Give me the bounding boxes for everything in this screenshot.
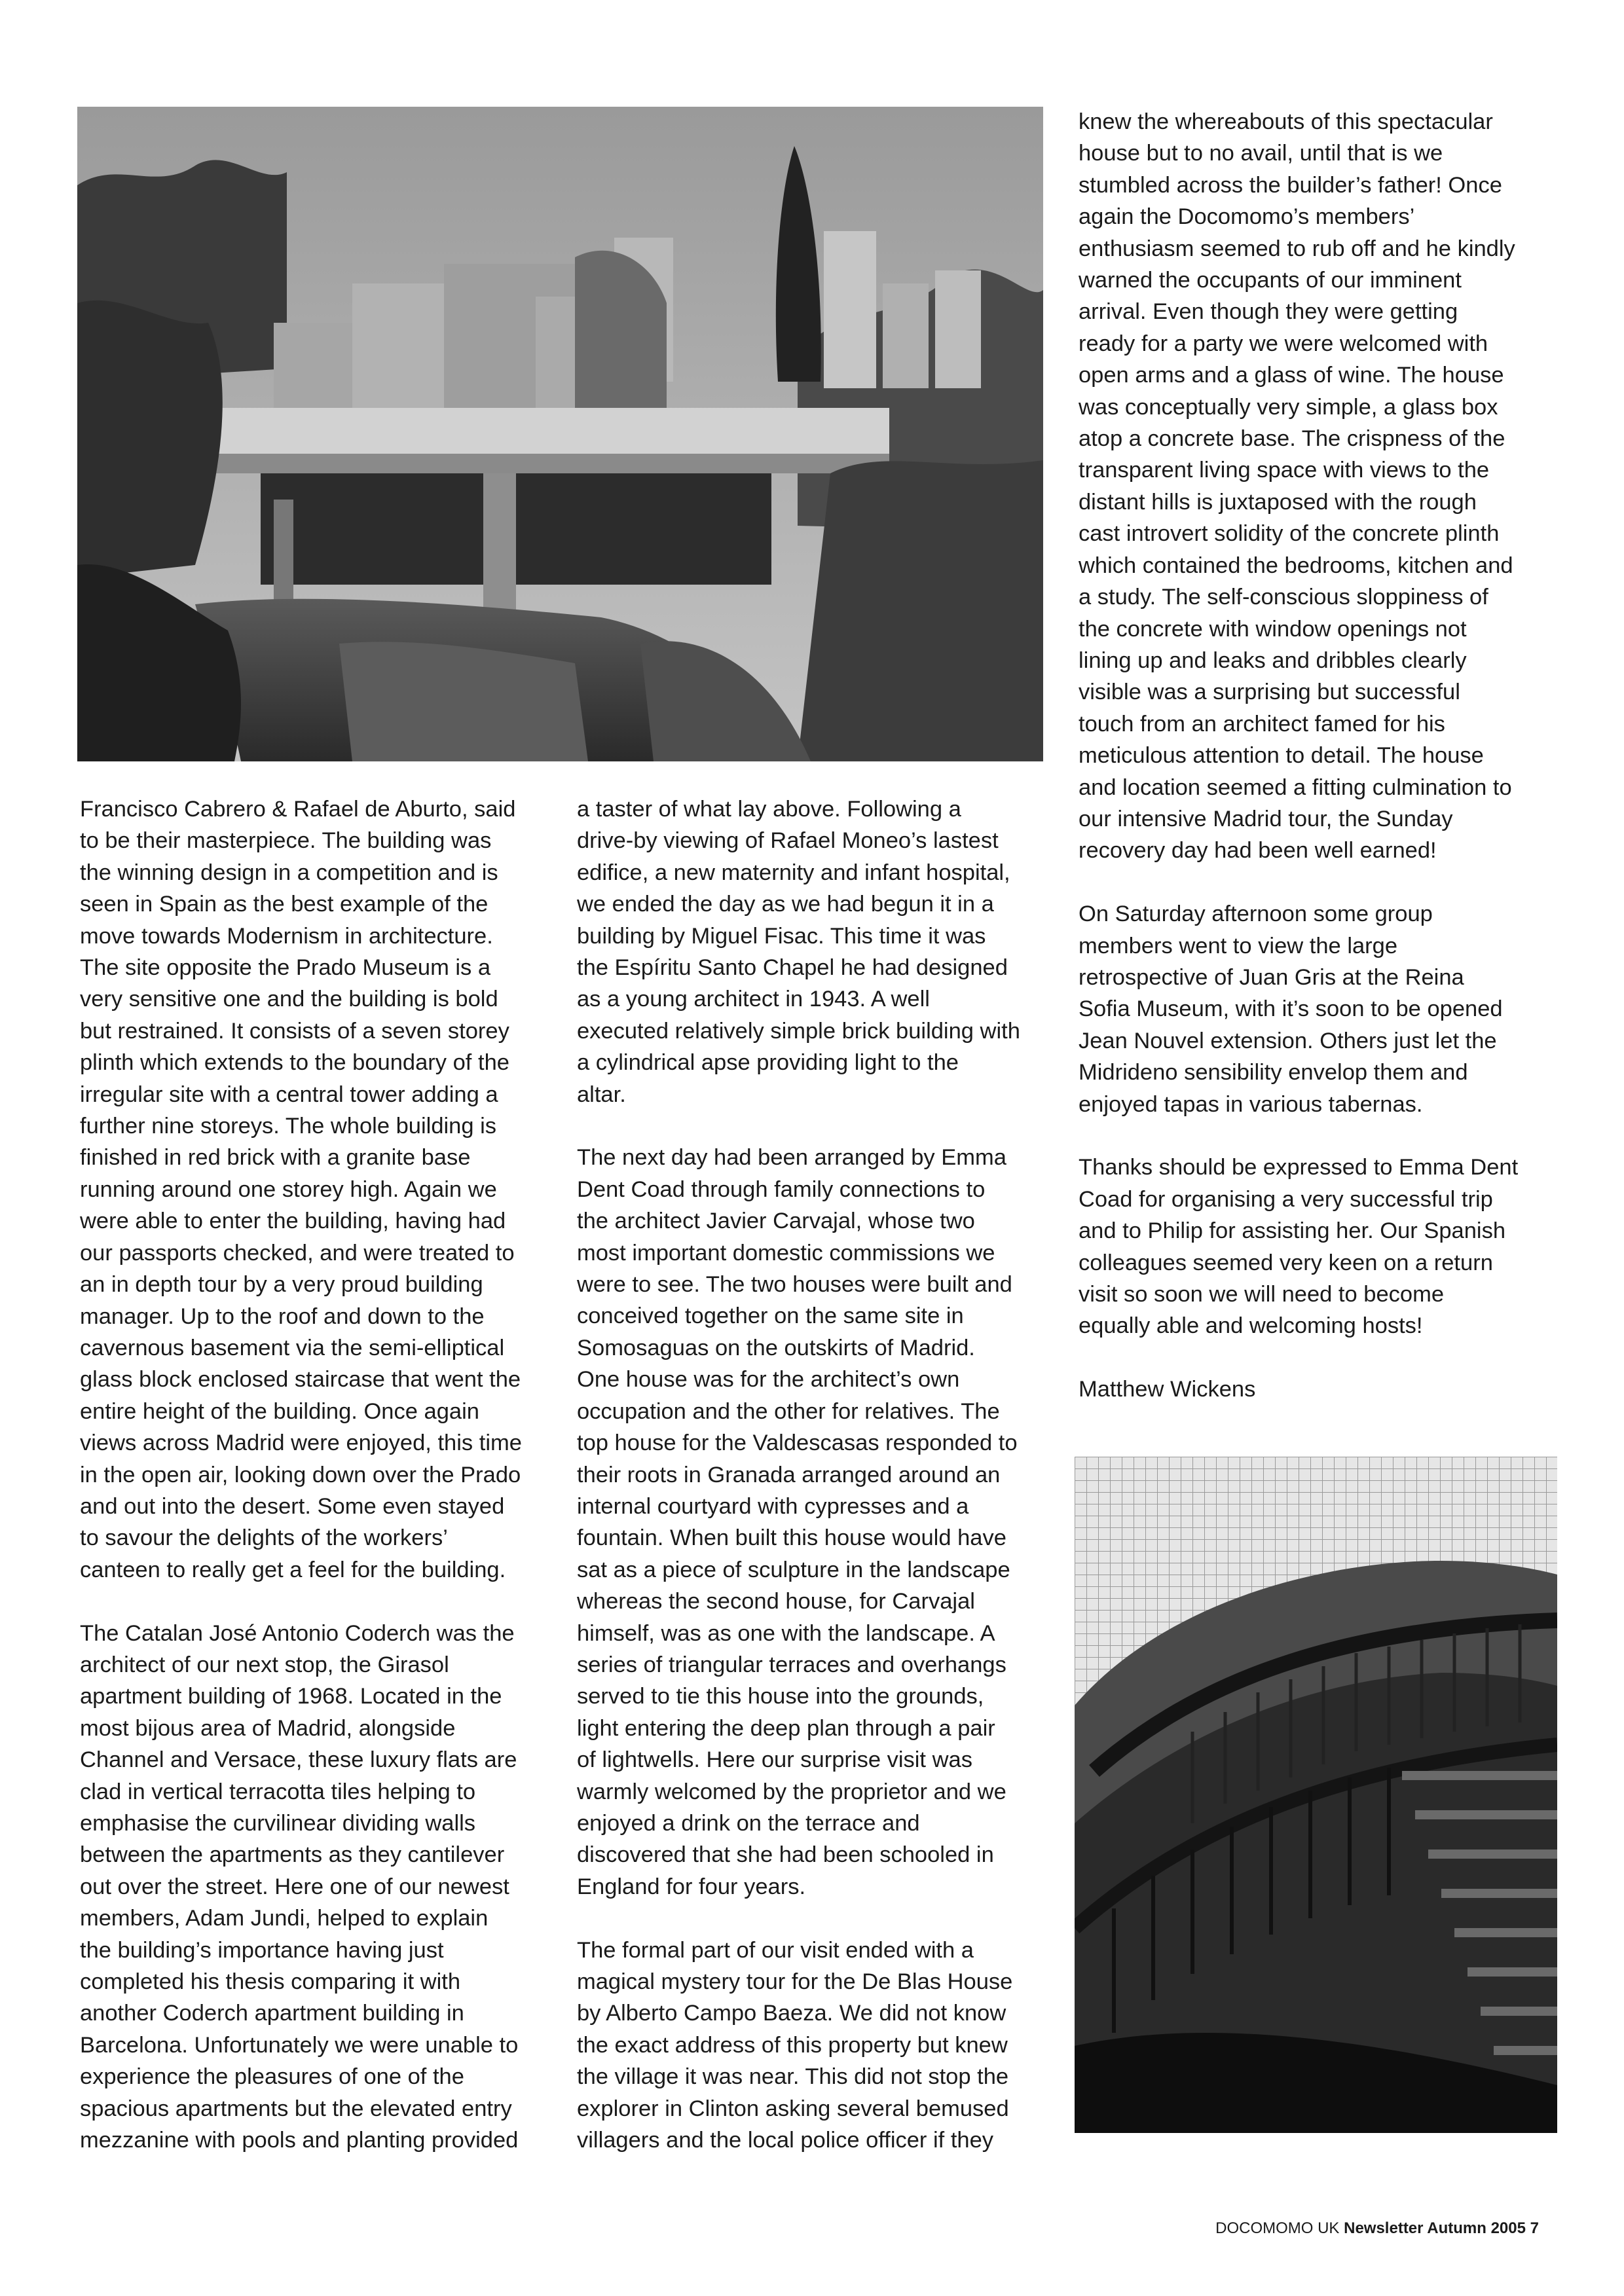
column-middle [577,793,1075,2156]
paragraph: a taster of what lay above. Following a drive-by viewing of Rafael Moneo’s lastest edifice, a new maternity and infant hospital, we ended the day as we had begun it in a building by Miguel Fisac. This time it was the Espíritu Santo Chapel he had designed as a young architect in 1943. A well executed relatively simple brick building with a cylindrical apse providing light to the altar. [577,797,1020,1107]
paragraph: Thanks should be expressed to Emma Dent Coad for organising a very successful trip and to Philip for assisting her. Our Spanish colleagues seemed very keen on a return visit so soon we will need to become equally able and welcoming hosts! [1079,1155,1519,1339]
staircase-photo [1075,1457,1557,2133]
paragraph: On Saturday afternoon some group members went to view the large retrospective of Juan Gris at the Reina Sofia Museum, with it’s soon to be opened Jean Nouvel extension. Others just let the Midrideno sensibility envelop them and enjoyed tapas in various tabernas. [1079,902,1503,1117]
column-right [1079,106,1576,1406]
house-photo [77,107,1043,761]
paragraph: The formal part of our visit ended with a magical mystery tour for the De Blas House by Alberto Campo Baeza. We did not know the exact address of this property but knew the village it was near. This did not stop the explorer in Clinton asking several bemused villagers and the local police officer if they [577,1937,1013,2153]
paragraph: The next day had been arranged by Emma Dent Coad through family connections to the architect Javier Carvajal, whose two most important domestic commissions we were to see. The two houses were built and conceived together on the same site in Somosaguas on the outskirts of Madrid. One house was for the architect’s own occupation and the other for relatives. The top house for the Valdescasas responded to their roots in Granada arranged around an internal courtyard with cypresses and a fountain. When built this house would have sat as a piece of sculpture in the landscape whereas the second house, for Carvajal himself, was as one with the landscape. A series of triangular terraces and overhangs served to tie this house into the grounds, light entering the deep plan through a pair of lightwells. Here our surprise visit was warmly welcomed by the proprietor and we enjoyed a drink on the terrace and discovered that she had been schooled in England for four years. [577,1145,1018,1899]
publication-name: DOCOMOMO UK [1215,2219,1344,2237]
column-left [80,793,578,2156]
paragraph: The Catalan José Antonio Coderch was the architect of our next stop, the Girasol apartment building of 1968. Located in the most bijous area of Madrid, alongside Channel and Versace, these luxury flats are clad in vertical terracotta tiles helping to emphasise the curvilinear dividing walls between the apartments as they cantilever out over the street. Here one of our newest members, Adam Jundi, helped to explain the building’s importance having just completed his thesis comparing it with another Coderch apartment building in Barcelona. Unfortunately we were unable to experience the pleasures of one of the spacious apartments but the elevated entry mezzanine with pools and planting provided [80,1620,519,2153]
issue-and-page-number: Newsletter Autumn 2005 7 [1344,2219,1539,2237]
paragraph: Francisco Cabrero & Rafael de Aburto, said to be their masterpiece. The building was the winning design in a competition and is seen in Spain as the best example of the move towards Modernism in architecture. The site opposite the Prado Museum is a very sensitive one and the building is bold but restrained. It consists of a seven storey plinth which extends to the boundary of the irregular site with a central tower adding a further nine storeys. The whole building is finished in red brick with a granite base running around one storey high. Again we were able to enter the building, having had our passports checked, and were treated to an in depth tour by a very proud building manager. Up to the roof and down to the cavernous basement via the semi-elliptical glass block enclosed staircase that went the entire height of the building. Once again views across Madrid were enjoyed, this time in the open air, looking down over the Prado and out into the desert. Some even stayed to savour the delights of the workers’ canteen to really get a feel for the building. [80,797,522,1582]
author-signature: Matthew Wickens [1079,1377,1256,1402]
paragraph: knew the whereabouts of this spectacular house but to no avail, until that is we stumbled across the builder’s father! Once again the Docomomo’s members’ enthusiasm seemed to rub off and he kindly warned the occupants of our imminent arrival. Even though they were getting ready for a party we were welcomed with open arms and a glass of wine. The house was conceptually very simple, a glass box atop a concrete base. The crispness of the transparent living space with views to the distant hills is juxtaposed with the rough cast introvert solidity of the concrete plinth which contained the bedrooms, kitchen and a study. The self-conscious sloppiness of the concrete with window openings not lining up and leaks and dribbles clearly visible was a surprising but successful touch from an architect famed for his meticulous attention to detail. The house and location seemed a fitting culmination to our intensive Madrid tour, the Sunday recovery day had been well earned! [1079,109,1515,864]
page-footer [1215,2219,1539,2238]
